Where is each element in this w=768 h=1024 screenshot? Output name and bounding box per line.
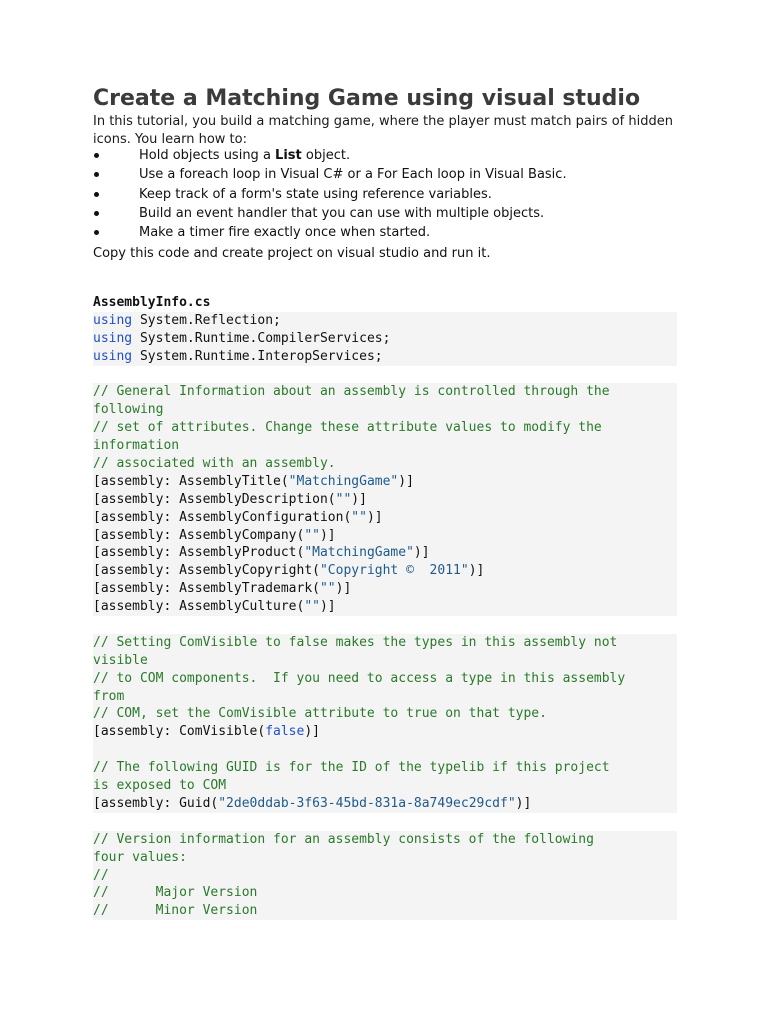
code-comment: visible — [93, 652, 677, 670]
code-comment: // Version information for an assembly consists of the following — [93, 831, 677, 849]
bullet-list — [93, 146, 567, 242]
code-comment: // Major Version — [93, 884, 677, 902]
bullet-item: Keep track of a form's state using reference variables. — [93, 185, 567, 204]
code-blank-line — [93, 366, 677, 384]
code-line: using System.Reflection; — [93, 312, 677, 330]
bullet-item: Make a timer fire exactly once when started. — [93, 223, 567, 242]
code-block — [93, 294, 677, 920]
code-comment: // Minor Version — [93, 902, 677, 920]
code-comment: is exposed to COM — [93, 777, 677, 795]
code-line: using System.Runtime.InteropServices; — [93, 348, 677, 366]
code-comment: // associated with an assembly. — [93, 455, 677, 473]
bullet-item: Use a foreach loop in Visual C# or a For Each loop in Visual Basic. — [93, 165, 567, 184]
code-line: [assembly: AssemblyDescription("")] — [93, 491, 677, 509]
code-comment: // General Information about an assembly is controlled through the — [93, 383, 677, 401]
code-line: [assembly: AssemblyCopyright("Copyright © 2011")] — [93, 562, 677, 580]
document-title: Create a Matching Game using visual studio — [93, 86, 641, 111]
code-line: [assembly: AssemblyProduct("MatchingGame")] — [93, 544, 677, 562]
code-line: [assembly: AssemblyConfiguration("")] — [93, 509, 677, 527]
code-line: [assembly: AssemblyTitle("MatchingGame")] — [93, 473, 677, 491]
code-comment: information — [93, 437, 677, 455]
code-comment: // — [93, 867, 677, 885]
bullet-dot-icon — [94, 211, 99, 216]
intro-paragraph: In this tutorial, you build a matching game, where the player must match pairs of hidden icons. You learn how to: — [93, 114, 673, 147]
bullet-dot-icon — [94, 153, 99, 158]
code-comment: from — [93, 688, 677, 706]
bullet-dot-icon — [94, 192, 99, 197]
code-line: [assembly: AssemblyTrademark("")] — [93, 580, 677, 598]
code-line: [assembly: AssemblyCompany("")] — [93, 527, 677, 545]
code-comment: four values: — [93, 849, 677, 867]
copy-instruction: Copy this code and create project on visual studio and run it. — [93, 246, 491, 261]
code-blank-line — [93, 741, 677, 759]
code-line: [assembly: Guid("2de0ddab-3f63-45bd-831a-8a749ec29cdf")] — [93, 795, 677, 813]
code-blank-line — [93, 616, 677, 634]
code-line: using System.Runtime.CompilerServices; — [93, 330, 677, 348]
bullet-item: Build an event handler that you can use with multiple objects. — [93, 204, 567, 223]
code-comment: // COM, set the ComVisible attribute to true on that type. — [93, 705, 677, 723]
code-comment: // set of attributes. Change these attribute values to modify the — [93, 419, 677, 437]
code-line: [assembly: ComVisible(false)] — [93, 723, 677, 741]
code-comment: // The following GUID is for the ID of the typelib if this project — [93, 759, 677, 777]
bullet-item: Hold objects using a List object. — [93, 146, 567, 165]
code-comment: // to COM components. If you need to access a type in this assembly — [93, 670, 677, 688]
code-comment: // Setting ComVisible to false makes the types in this assembly not — [93, 634, 677, 652]
bullet-dot-icon — [94, 230, 99, 235]
code-line: [assembly: AssemblyCulture("")] — [93, 598, 677, 616]
bullet-dot-icon — [94, 172, 99, 177]
code-blank-line — [93, 813, 677, 831]
code-comment: following — [93, 401, 677, 419]
code-filename: AssemblyInfo.cs — [93, 295, 211, 310]
